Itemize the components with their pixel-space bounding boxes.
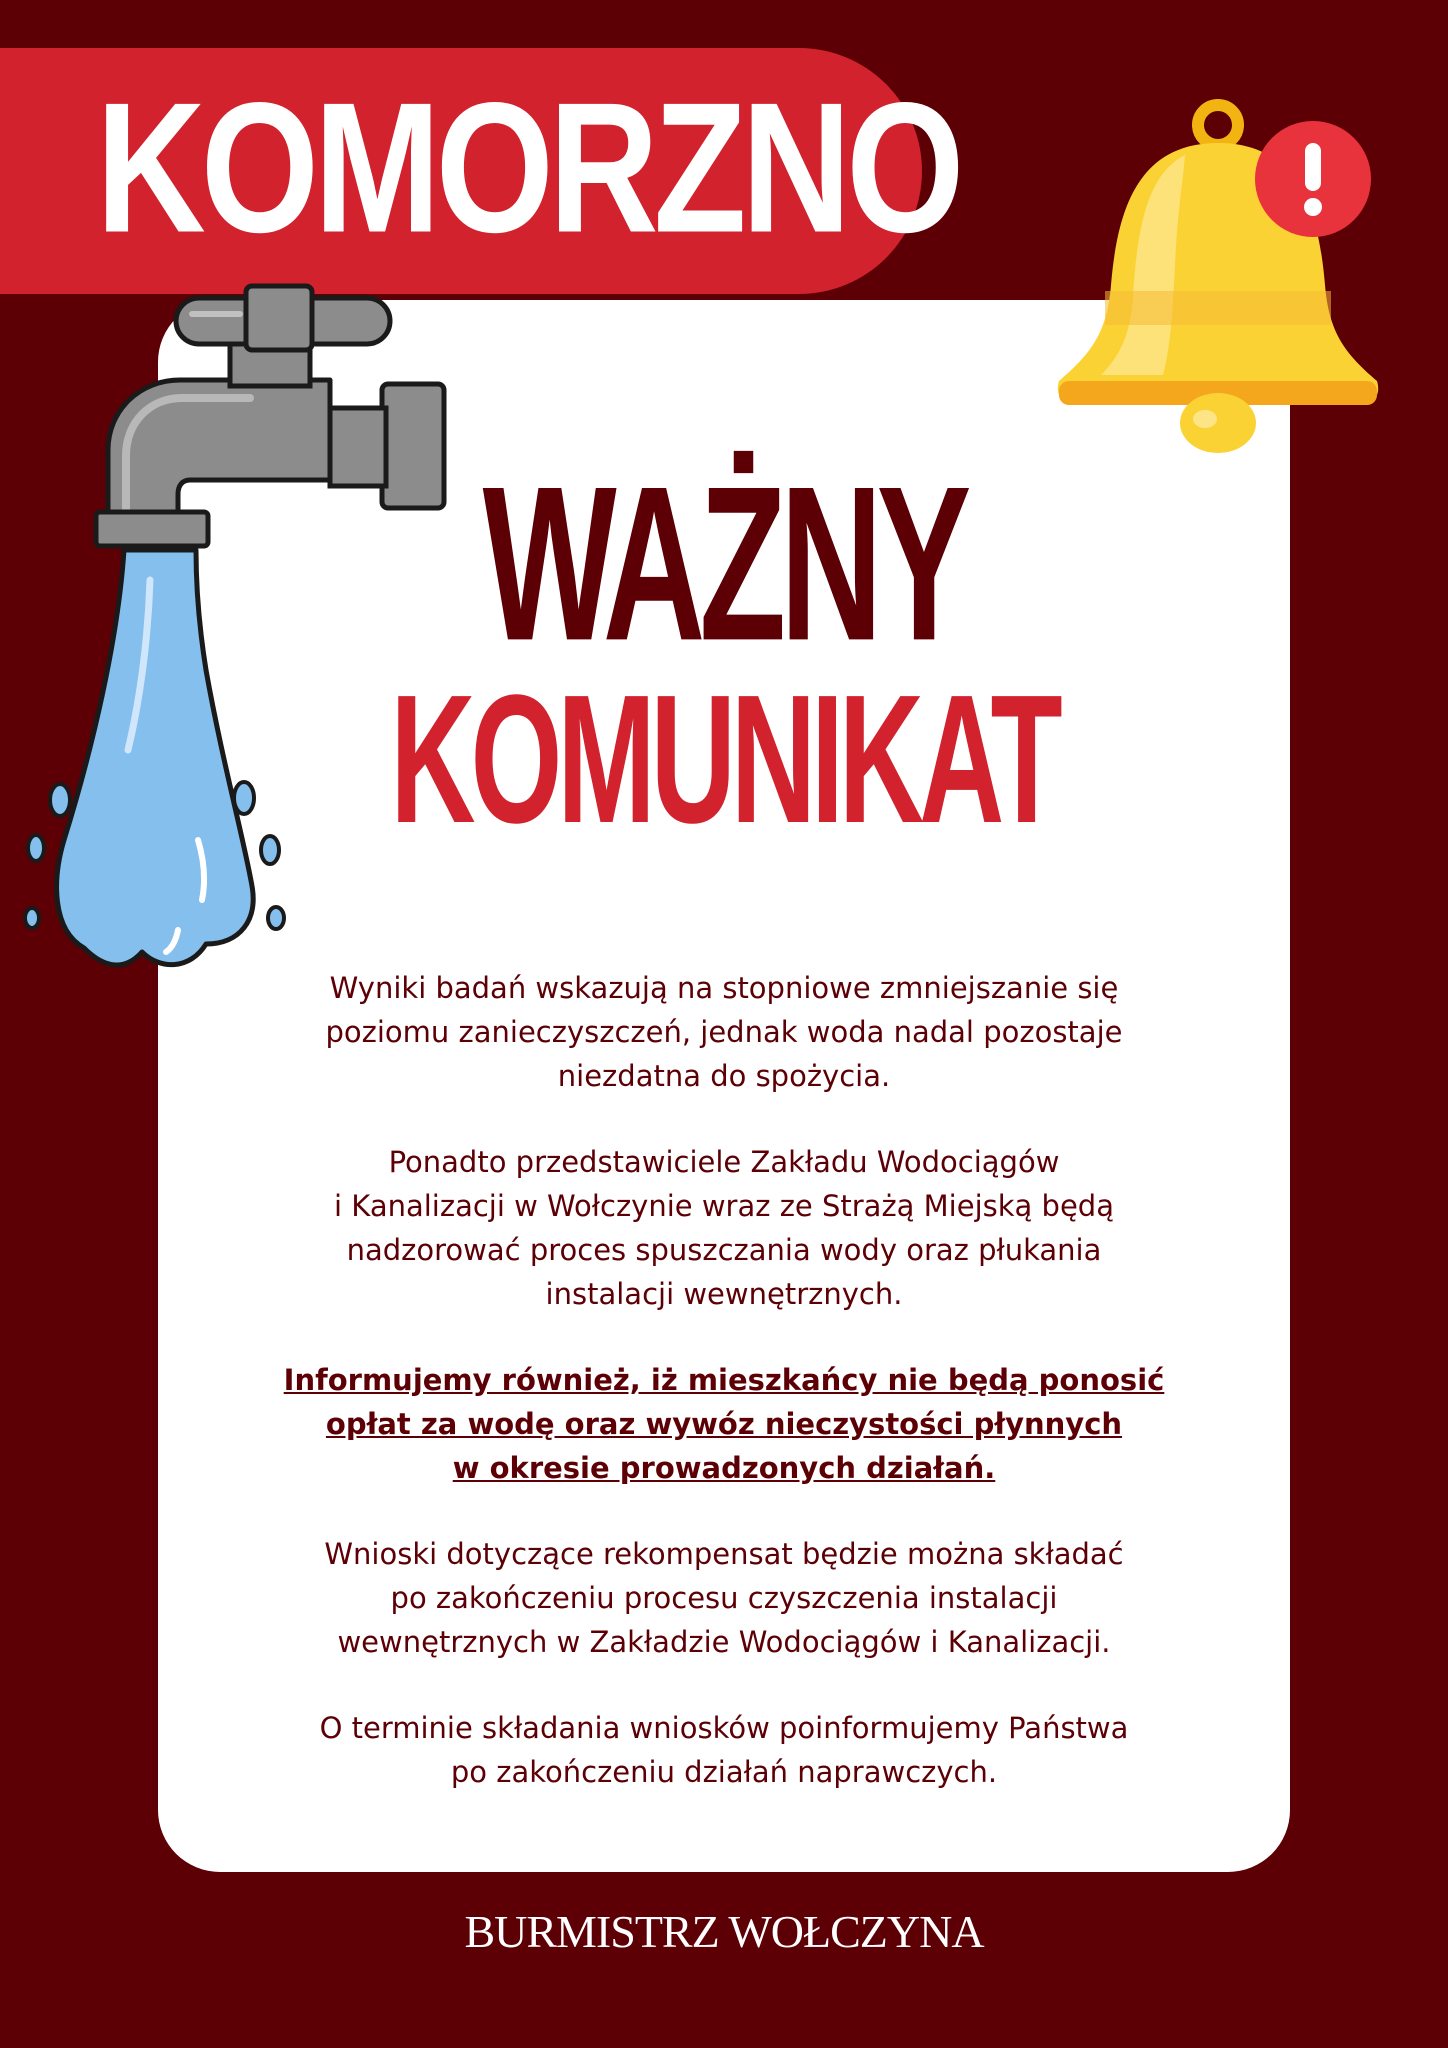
notice-body	[220, 966, 1228, 1836]
text-line: Ponadto przedstawiciele Zakładu Wodociągów	[388, 1145, 1060, 1179]
text-line: Wyniki badań wskazują na stopniowe zmniejszanie się	[329, 971, 1119, 1005]
text-line: instalacji wewnętrznych.	[545, 1277, 903, 1311]
text-line: po zakończeniu procesu czyszczenia instalacji	[390, 1581, 1058, 1615]
town-title: KOMORZNO	[96, 64, 960, 272]
text-line: O terminie składania wniosków poinformujemy Państwa	[319, 1711, 1129, 1745]
text-line: opłat za wodę oraz wywóz nieczystości płynnych	[325, 1407, 1123, 1441]
text-line: w okresie prowadzonych działań.	[452, 1451, 996, 1485]
text-line: po zakończeniu działań naprawczych.	[450, 1755, 998, 1789]
text-line: wewnętrznych w Zakładzie Wodociągów i Kanalizacji.	[337, 1625, 1111, 1659]
paragraph-supervision	[220, 1140, 1228, 1316]
headline-komunikat: KOMUNIKAT	[390, 657, 1058, 863]
paragraph-no-fees	[220, 1358, 1228, 1490]
paragraph-compensation	[220, 1532, 1228, 1664]
text-line: Wnioski dotyczące rekompensat będzie można składać	[324, 1537, 1124, 1571]
headline-wazny: WAŻNY	[482, 441, 966, 688]
text-line: i Kanalizacji w Wołczynie wraz ze Strażą Miejską będą	[334, 1189, 1114, 1223]
signature: BURMISTRZ WOŁCZYNA	[464, 1906, 984, 1957]
text-line: poziomu zanieczyszczeń, jednak woda nadal pozostaje	[325, 1015, 1123, 1049]
text-line: niezdatna do spożycia.	[557, 1059, 891, 1093]
paragraph-deadline-info	[220, 1706, 1228, 1794]
text-line: Informujemy również, iż mieszkańcy nie będą ponosić	[283, 1363, 1165, 1397]
text-line: nadzorować proces spuszczania wody oraz płukania	[346, 1233, 1102, 1267]
paragraph-test-results	[220, 966, 1228, 1098]
alert-bell-icon	[1045, 85, 1385, 485]
